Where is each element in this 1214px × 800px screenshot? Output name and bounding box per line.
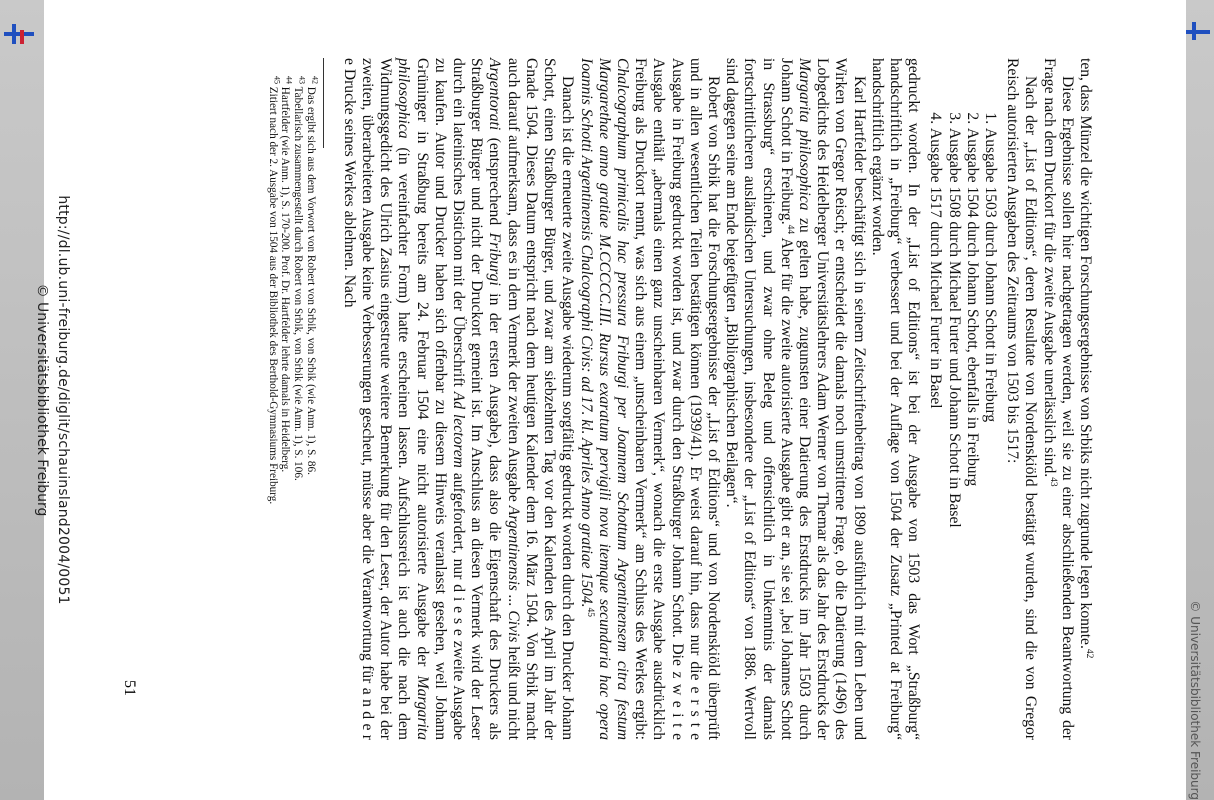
page-number: 51	[121, 680, 138, 696]
list-item: 1. Ausgabe 1503 durch Johann Schott in Freiburg	[981, 128, 999, 740]
paragraph: gedruckt worden. In der „List of Editions“ ist bei der Ausgabe von 1503 das Wort „Straßburg“ handschriftlich in „Freiburg“ verbessert und bei der Auflage von 1504 der Zusatz „Printed at Freiburg“ handschriftlich ergänzt worden.	[868, 58, 923, 740]
paragraph: ten, dass Münzel die wichtigen Forschungsergebnisse von Srbiks nicht zugrunde legen konnte.$^{42}$	[1077, 58, 1095, 659]
footnote: $^{44}$ Hartfelder (wie Anm. 1), S. 170-200. Prof. Dr. Hartfelder lehrte damals in Heidelberg.	[279, 76, 295, 473]
list-item: 4. Ausgabe 1517 durch Michael Furter in Basel	[926, 128, 944, 740]
edition-list	[926, 58, 999, 740]
paragraph: Robert von Srbik hat die Forschungsergebnisse der „List of Editions“ und von Nordenskiöld überprüft und in allen wesentlichen Teilen bestätigen können (1939/41). Er weist darauf hin, dass nur die e r s t e Ausgabe in Freiburg gedruckt worden ist, und zwar durch den Straßburger Johann Schott. Die z w e i t e Ausgabe enthält „abermals einen ganz unscheinbaren Vermerk“, wonach die erste Ausgabe ausdrücklich Freiburg als Druckort nennt, was sich aus einem „unscheinbaren Vermerk“ am Schluss des Werkes ergibt: Chalcographum primicalis hac pressura Friburgi per Joannem Schottum Argentinensem citra festum Margarethae anno gratiae M.CCCCC.III. Rursus exaratum pervigili nova itemque secundaria hac opera Ioannis Schotti Argentinensis Chalcographi Civis: ad 17. kl. Apriles Anno gratiae 1504.45	[577, 58, 722, 741]
paragraph: Diese Ergebnisse sollen hier nachgetragen werden, weil sie zu einer abschließenden Beantwortung der Frage nach dem Druckort für die zweite Ausgabe unerlässlich sind.$^{43}$	[1040, 58, 1076, 740]
footnote: $^{42}$ Das ergibt sich aus dem Vorwort von Robert von Srbik, von Srbik (wie Anm. 1), S. 86.	[304, 76, 320, 475]
rotated-page-content	[34, 0, 1202, 800]
body-text	[266, 58, 1094, 740]
document-page	[34, 0, 1202, 800]
source-url[interactable]: http://dl.ub.uni-freiburg.de/diglit/schauinsland2004/0051	[55, 195, 71, 605]
paragraph: Karl Hartfelder beschäftigt sich in seinem Zeitschriftenbeitrag von 1890 ausführlich mit dem Leben und Wirken von Gregor Reisch; er entscheidet die damals noch umstrittene Frage, ob die Datierung (1496) des Lobgedichts des Heidelberger Universitätslehrers Adam Werner von Themar als das Jahr des Erstdrucks der Margarita philosophica zu gelten habe, zugunsten einer Datierung des Erstdrucks im Jahr 1503 durch Johann Schott in Freiburg.$^{44}$ Aber für die zweite autorisierte Ausgabe gibt er an, sie sei „bei Johannes Schott in Strassburg“ erschienen, und zwar ohne Beleg und offensichtlich in Unkenntnis der damals fortschrittlicheren ausländischen Untersuchungen, insbesondere der „List of Editions“ von 1886. Wertvoll sind dagegen seine am Ende beigefügten „Bibliographischen Beilagen“.	[723, 58, 868, 740]
list-item: 3. Ausgabe 1508 durch Michael Furter und Johann Schott in Basel	[944, 128, 962, 740]
paragraph: Nach der „List of Editions“, deren Resultate von Nordenskiöld bestätigt wurden, sind die von Gregor Reisch autorisierten Ausgaben des Zeitraums von 1503 bis 1517:	[1004, 58, 1040, 740]
list-item: 2. Ausgabe 1504 durch Johann Schott, ebenfalls in Freiburg	[963, 128, 981, 740]
paragraph: Danach ist die erneuerte zweite Ausgabe wiederum sorgfältig gedruckt worden durch den Drucker Johann Schott, einen Straßburger Bürger, und zwar am siebzehnten Tag vor den Kalenden des April im Jahr der Gnade 1504. Dieses Datum entspricht nach dem heutigen Kalender dem 16. März 1504. Von Srbik macht auch darauf aufmerksam, dass es in dem Vermerk der zweiten Ausgabe Argentinensis ... Civis heißt und nicht Argentorati (entsprechend Friburgi in der ersten Ausgabe), dass also die Eigenschaft des Druckers als Straßburger Bürger und nicht der Druckort gemeint ist. Im Anschluss an diesen Vermerk wird der Leser durch ein lateinisches Distichon mit der Überschrift Ad lectorem aufgefordert, nur d i e s e zweite Ausgabe zu kaufen. Autor und Drucker haben sich offenbar zu diesem Hinweis veranlasst gesehen, weil Johann Grüninger in Straßburg bereits am 24. Februar 1504 eine nicht autorisierte Ausgabe der Margarita philosophica (in vereinfachter Form) hatte erscheinen lassen. Aufschlussreich ist auch die nach dem Widmungsgedicht des Ulrich Zasius eingestreute weitere Bemerkung für den Leser, der Autor habe bei der zweiten, überarbeiteten Ausgabe keine Verbesserungen gescheut, müsse aber die Verantwortung für a n d e r e Drucke seines Werkes ablehnen. Nach	[340, 58, 577, 740]
footnote-divider	[323, 58, 324, 148]
watermark-copyright: © Universitätsbibliothek Freiburg	[1188, 600, 1202, 800]
footnote: $^{43}$ Tabellarisch zusammengestellt durch Robert von Srbik, von Srbik (wie Anm. 1), S. 106.	[292, 76, 307, 481]
copyright-notice: © Universitätsbibliothek Freiburg	[34, 283, 50, 517]
footnote: $^{45}$ Zitiert nach der 2. Ausgabe von 1504 aus der Bibliothek des Berthold-Gymnasiums Freiburg.	[266, 76, 282, 505]
library-logo-icon	[4, 24, 34, 46]
